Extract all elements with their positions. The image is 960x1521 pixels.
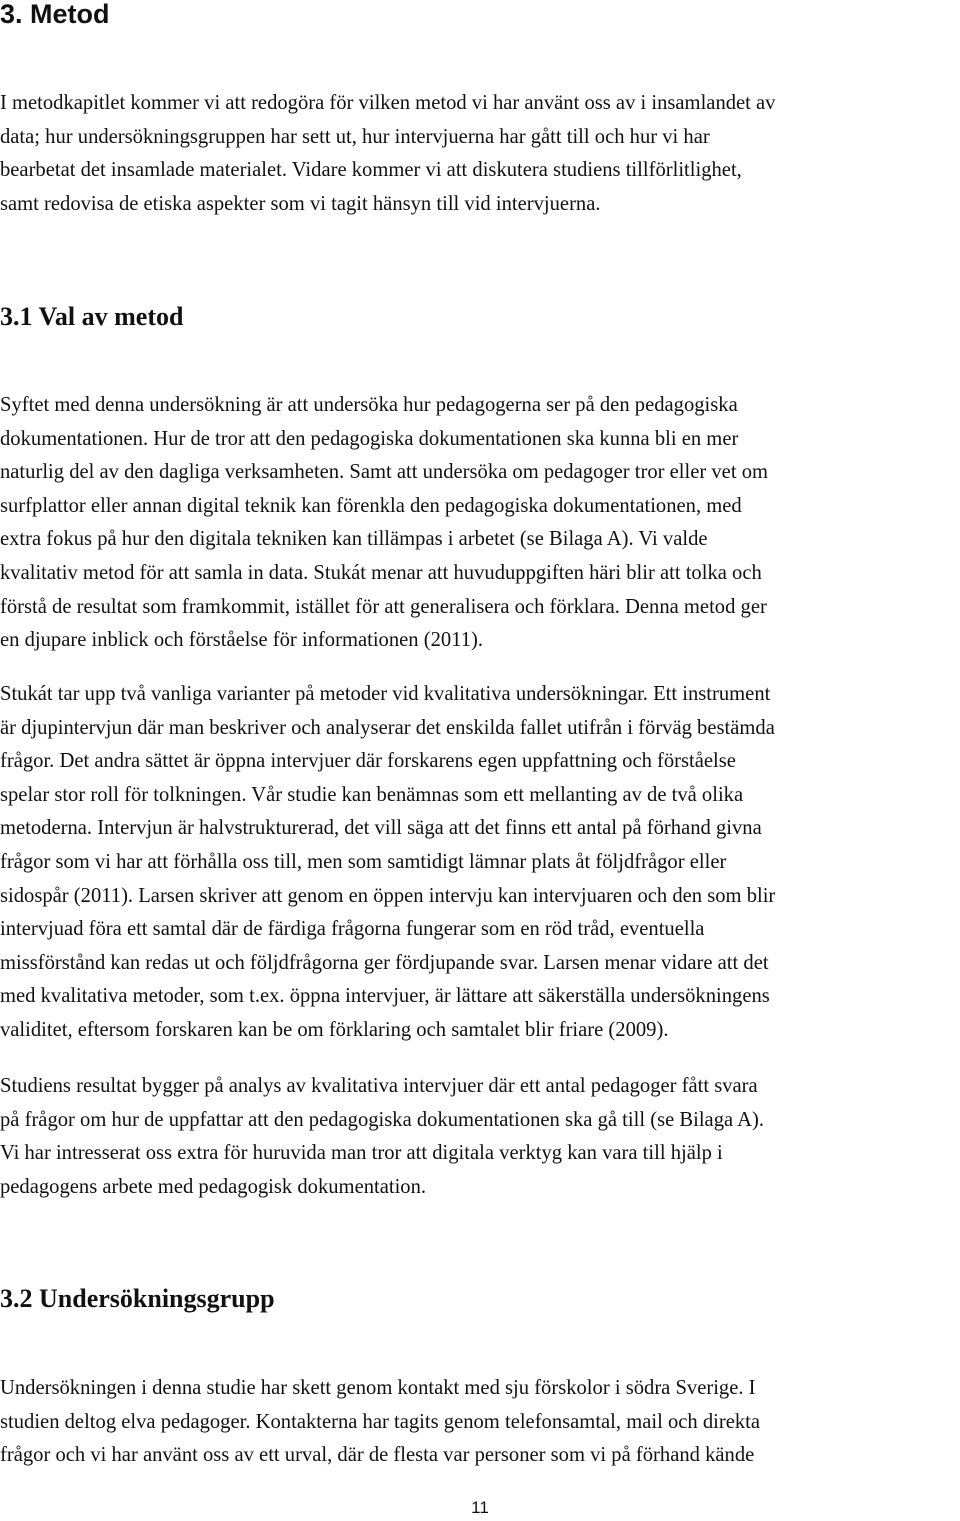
text-line: på frågor om hur de uppfattar att den pedagogiska dokumentationen ska gå till (se Bilaga A). bbox=[0, 1108, 765, 1131]
text-line: en djupare inblick och förståelse för informationen (2011). bbox=[0, 629, 484, 652]
text-line: frågor som vi har att förhålla oss till, men som samtidigt lämnar plats åt följdfrågor eller bbox=[0, 850, 727, 873]
text-line: validitet, eftersom forskaren kan be om förklaring och samtalet blir friare (2009). bbox=[0, 1018, 669, 1041]
text-line: missförstånd kan redas ut och följdfrågorna ger fördjupande svar. Larsen menar vidare att det bbox=[0, 951, 769, 974]
text-line: frågor och vi har använt oss av ett urval, där de flesta var personer som vi på förhand kände bbox=[0, 1444, 755, 1467]
text-line: bearbetat det insamlade materialet. Vidare kommer vi att diskutera studiens tillförlitlighet, bbox=[0, 159, 742, 182]
text-line: frågor. Det andra sättet är öppna intervjuer där forskarens egen uppfattning och förståelse bbox=[0, 750, 736, 773]
section-3-1-paragraph-2 bbox=[0, 678, 960, 1048]
text-line: surfplattor eller annan digital teknik kan förenkla den pedagogiska dokumentationen, med bbox=[0, 494, 742, 517]
text-line: Studiens resultat bygger på analys av kvalitativa intervjuer där ett antal pedagoger fått svara bbox=[0, 1075, 758, 1097]
text-line: Stukát tar upp två vanliga varianter på metoder vid kvalitativa undersökningar. Ett instrument bbox=[0, 683, 771, 705]
text-line: dokumentationen. Hur de tror att den pedagogiska dokumentationen ska kunna bli en mer bbox=[0, 427, 739, 450]
text-line: med kvalitativa metoder, som t.ex. öppna intervjuer, är lättare att säkerställa undersökningens bbox=[0, 985, 770, 1008]
text-line: spelar stor roll för tolkningen. Vår studie kan benämnas som ett mellanting av de två olika bbox=[0, 783, 744, 806]
text-line: Undersökningen i denna studie har skett genom kontakt med sju förskolor i södra Sverige. I bbox=[0, 1377, 756, 1399]
section-heading-3-2: 3.2 Undersökningsgrupp bbox=[0, 1284, 275, 1313]
section-3-1-paragraph-1 bbox=[0, 389, 960, 658]
text-line: metoderna. Intervjun är halvstrukturerad, det vill säga att det finns ett antal på förhand givna bbox=[0, 817, 762, 840]
text-line: Vi har intresserat oss extra för huruvida man tror att digitala verktyg kan vara till hjälp i bbox=[0, 1142, 723, 1165]
text-line: studien deltog elva pedagoger. Kontakterna har tagits genom telefonsamtal, mail och direkta bbox=[0, 1410, 761, 1433]
section-heading-3-1: 3.1 Val av metod bbox=[0, 302, 184, 331]
section-3-1-paragraph-3 bbox=[0, 1070, 960, 1204]
text-line: är djupintervjun där man beskriver och analyserar det enskilda fallet utifrån i förväg bestämda bbox=[0, 716, 775, 739]
text-line: data; hur undersökningsgruppen har sett ut, hur intervjuerna har gått till och hur vi har bbox=[0, 125, 710, 148]
text-line: pedagogens arbete med pedagogisk dokumentation. bbox=[0, 1175, 427, 1198]
page-number: 11 bbox=[471, 1498, 489, 1517]
text-line: I metodkapitlet kommer vi att redogöra för vilken metod vi har använt oss av i insamlandet av bbox=[0, 92, 776, 114]
intro-paragraph bbox=[0, 87, 960, 221]
text-line: kvalitativ metod för att samla in data. Stukát menar att huvuduppgiften häri blir att tolka och bbox=[0, 561, 762, 584]
text-line: sidospår (2011). Larsen skriver att genom en öppen intervju kan intervjuaren och den som blir bbox=[0, 884, 776, 907]
text-line: intervjuad föra ett samtal där de färdiga frågorna fungerar som en röd tråd, eventuella bbox=[0, 918, 705, 941]
text-line: naturlig del av den dagliga verksamheten. Samt att undersöka om pedagoger tror eller vet om bbox=[0, 461, 769, 484]
text-line: extra fokus på hur den digitala tekniken kan tillämpas i arbetet (se Bilaga A). Vi valde bbox=[0, 528, 708, 551]
text-line: samt redovisa de etiska aspekter som vi tagit hänsyn till vid intervjuerna. bbox=[0, 192, 601, 215]
section-3-2-paragraph-1 bbox=[0, 1372, 960, 1473]
text-line: Syftet med denna undersökning är att undersöka hur pedagogerna ser på den pedagogiska bbox=[0, 394, 738, 416]
chapter-heading: 3. Metod bbox=[0, 0, 110, 29]
text-line: förstå de resultat som framkommit, istället för att generalisera och förklara. Denna metod ger bbox=[0, 595, 767, 618]
